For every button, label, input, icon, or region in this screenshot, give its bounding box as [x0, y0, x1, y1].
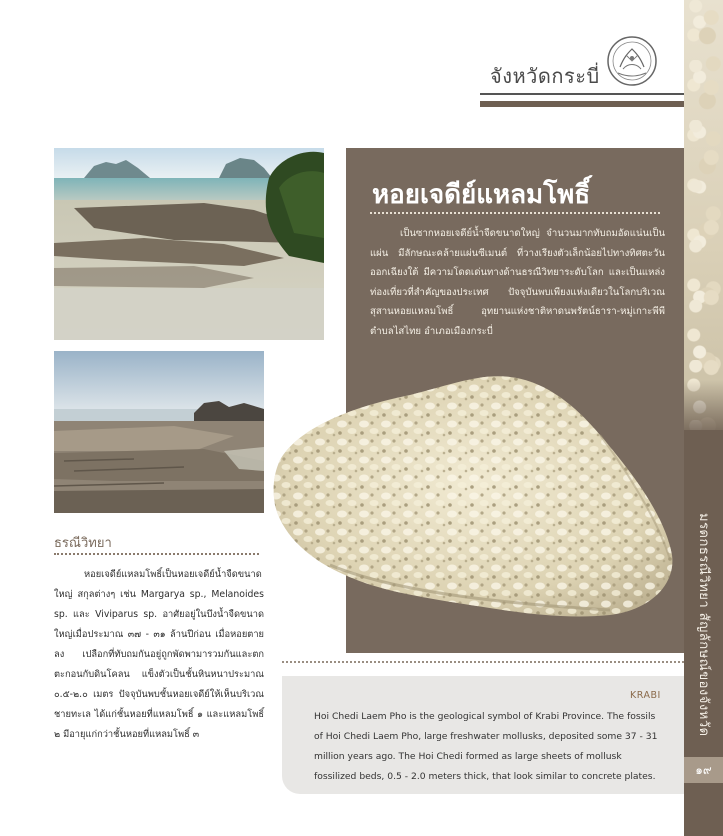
english-label: KRABI — [630, 690, 661, 701]
coastal-photo — [54, 148, 324, 340]
edge-fossil-texture — [684, 0, 723, 430]
vertical-chapter-title: มรดกธรณีวิทยา สัญลักษณ์ของจังหวัด — [696, 513, 711, 737]
feature-title-divider — [370, 212, 660, 214]
header-rule — [480, 93, 684, 95]
page-number: ๑๙ — [684, 757, 723, 783]
english-divider — [282, 661, 684, 663]
geology-body: หอยเจดีย์แหลมโพธิ์เป็นหอยเจดีย์น้ำจืดขนาดใหญ่ สกุลต่างๆ เช่น Margarya sp., Melanoides sp. และ Viviparus sp. อาศัยอยู่ในบึงน้ำจืดขนาดใหญ่เมื่อประมาณ ๓๗ - ๓๑ ล้านปีก่อน เมื่อหอยตายลง เปลือกที่ทับถมกันอยู่ถูกพัดพามารวมกันและตกตะกอนกับดินโคลน แข็งตัวเป็นชั้นหินหนาประมาณ ๐.๕-๒.๐ เมตร ปัจจุบันพบชั้นหอยเจดีย์ให้เห็นบริเวณชายทะเล ได้แก่ชั้นหอยที่แหลมโพธิ์ ๑ และแหลมโพธิ์ ๒ มีอายุแก่กว่าชั้นหอยที่แหลมโพธิ์ ๓ — [54, 569, 264, 740]
feature-description: เป็นซากหอยเจดีย์น้ำจืดขนาดใหญ่ จำนวนมากทับถมอัดแน่นเป็นแผ่น มีลักษณะคล้ายแผ่นซีเมนต์ ที่วางเรียงตัวเล็กน้อยไปทางทิศตะวันออกเฉียงใต้ มีความโดดเด่นทางด้านธรณีวิทยาระดับโลก และเป็นแหล่งท่องเที่ยวที่สำคัญของประเทศ ปัจจุบันพบเพียงแห่งเดียวในโลกบริเวณสุสานหอยแหลมโพธิ์ อุทยานแห่งชาติหาดนพรัตน์ธารา-หมู่เกาะพีพี ตำบลไสไทย อำเภอเมืองกระบี่ — [370, 228, 665, 337]
header-bar — [480, 101, 684, 107]
english-body: Hoi Chedi Laem Pho is the geological symbol of Krabi Province. The fossils of Hoi Chedi Laem Pho, large freshwater mollusks, deposited some 37 - 31 million years ago. The Hoi Chedi formed as large sheets of mollusk fossilized beds, 0.5 - 2.0 meters thick, that look similar to concrete plates. — [314, 711, 658, 782]
province-seal-icon — [606, 35, 658, 87]
feature-title: หอยเจดีย์แหลมโพธิ์ — [372, 180, 591, 210]
province-title: จังหวัดกระบี่ — [490, 64, 600, 88]
geology-heading: ธรณีวิทยา — [54, 536, 112, 551]
edge-fade — [684, 380, 723, 440]
geology-divider — [54, 553, 259, 555]
rock-shore-photo — [54, 351, 264, 513]
fossil-rock-image — [270, 365, 678, 630]
